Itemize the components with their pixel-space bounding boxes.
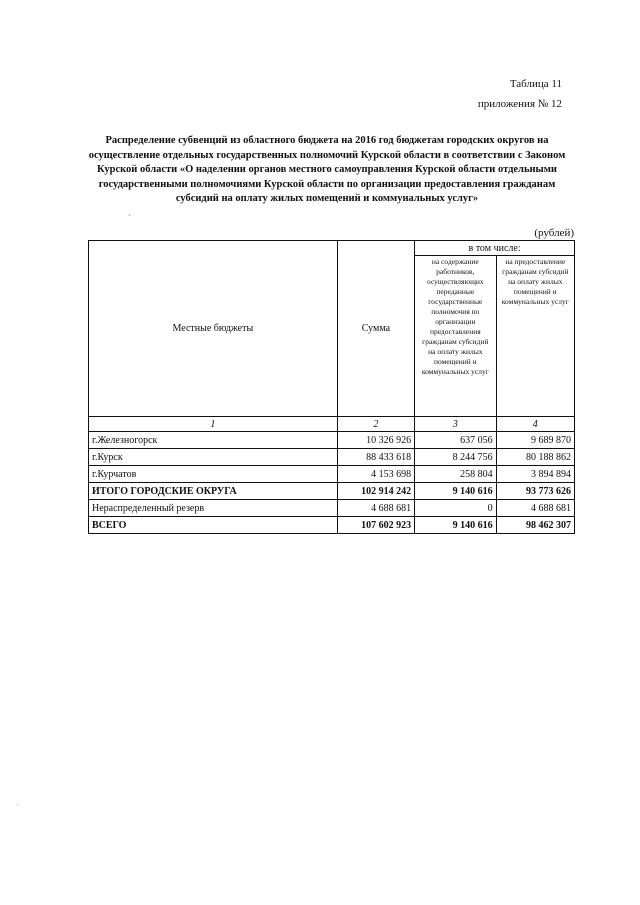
subsidy-table: [88, 240, 575, 534]
header-staff-costs: на содержание работников, осуществляющих переданные государственные полномочия по организации предоставления гражданам субсидий на оплату жилых помещений и коммунальных услуг: [415, 256, 497, 417]
row-staff-costs: 9 140 616: [415, 517, 497, 534]
total-row-city-districts: [89, 483, 575, 500]
table-row: [89, 466, 575, 483]
column-number: 1: [89, 417, 338, 432]
row-subsidies: 9 689 870: [496, 432, 574, 449]
row-name: г.Железногорск: [89, 432, 338, 449]
row-staff-costs: 258 804: [415, 466, 497, 483]
document-title: Распределение субвенций из областного бюджета на 2016 год бюджетам городских округов на осуществление отдельных государственных полномочий Курской области в соответствии с Законом Курской области «О наделении органов местного самоуправления Курской области отдельными государственными полномочиями Курской области по организации предоставления гражданам субсидий на оплату жилых помещений и коммунальных услуг»: [88, 135, 566, 204]
table-row: [89, 449, 575, 466]
table-row: [89, 500, 575, 517]
row-subsidies: 93 773 626: [496, 483, 574, 500]
grand-total-row: [89, 517, 575, 534]
column-number-row: [89, 417, 575, 432]
row-name: г.Курчатов: [89, 466, 338, 483]
row-subsidies: 80 188 862: [496, 449, 574, 466]
header-subsidies: на предоставление гражданам субсидий на оплату жилых помещений и коммунальных услуг: [496, 256, 574, 417]
column-number: 2: [337, 417, 414, 432]
appendix-reference: приложения № 12: [477, 98, 562, 110]
scan-speck: ·: [16, 800, 19, 810]
row-sum: 4 688 681: [337, 500, 414, 517]
row-sum: 4 153 698: [337, 466, 414, 483]
row-name: Нераспределенный резерв: [89, 500, 338, 517]
row-subsidies: 4 688 681: [496, 500, 574, 517]
row-staff-costs: 8 244 756: [415, 449, 497, 466]
header-including: в том числе:: [415, 241, 575, 256]
header-local-budgets: Местные бюджеты: [89, 241, 338, 417]
column-number: 4: [496, 417, 574, 432]
table-row: [89, 432, 575, 449]
row-staff-costs: 0: [415, 500, 497, 517]
row-name: ВСЕГО: [89, 517, 338, 534]
table-reference: Таблица 11: [509, 78, 562, 90]
row-sum: 102 914 242: [337, 483, 414, 500]
row-subsidies: 3 894 894: [496, 466, 574, 483]
units-label: (рублей): [534, 227, 574, 239]
row-sum: 10 326 926: [337, 432, 414, 449]
row-staff-costs: 9 140 616: [415, 483, 497, 500]
row-sum: 107 602 923: [337, 517, 414, 534]
header-sum: Сумма: [337, 241, 414, 417]
scan-speck: `: [128, 213, 131, 223]
row-name: г.Курск: [89, 449, 338, 466]
row-sum: 88 433 618: [337, 449, 414, 466]
row-subsidies: 98 462 307: [496, 517, 574, 534]
row-name: ИТОГО ГОРОДСКИЕ ОКРУГА: [89, 483, 338, 500]
row-staff-costs: 637 056: [415, 432, 497, 449]
column-number: 3: [415, 417, 497, 432]
